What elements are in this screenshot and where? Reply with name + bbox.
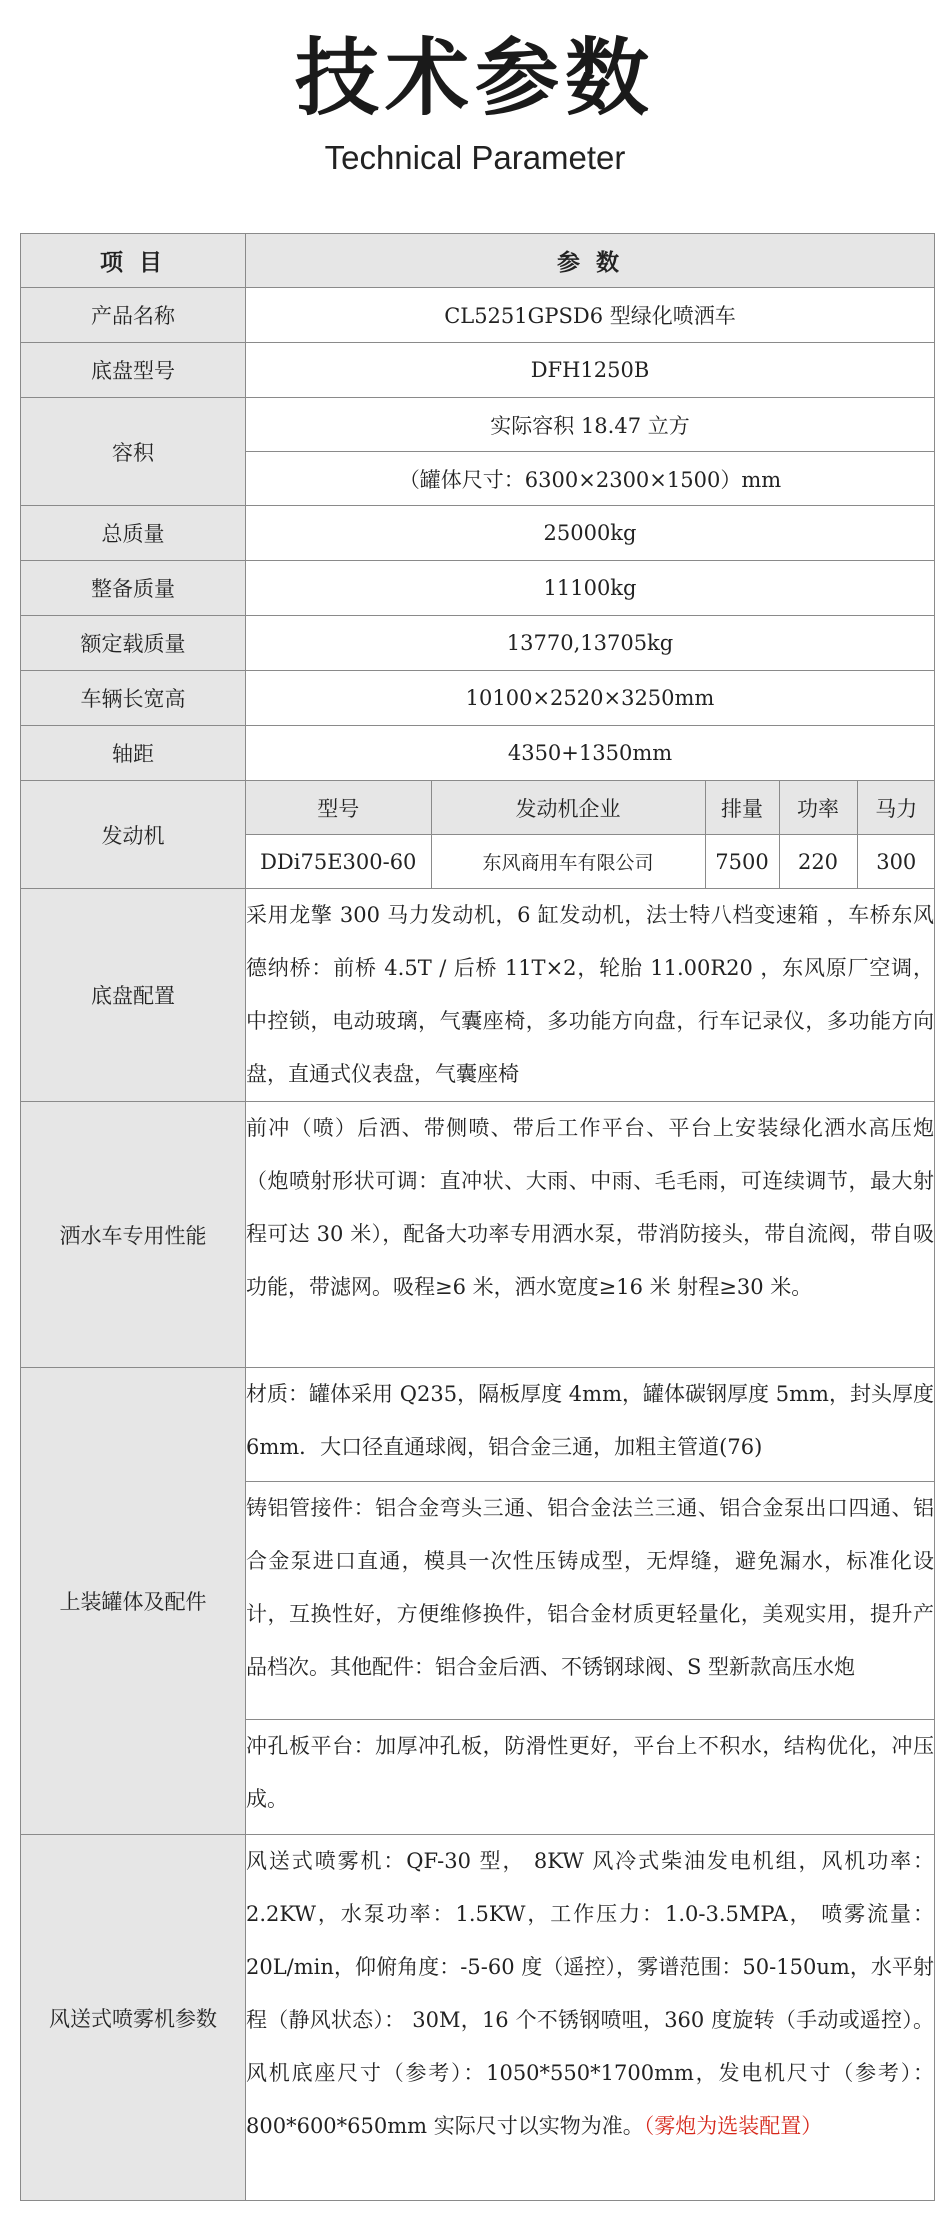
engine-header-power: 功率 <box>779 781 857 835</box>
page-subtitle: Technical Parameter <box>324 139 626 176</box>
table-row <box>21 616 935 671</box>
product-name-value: CL5251GPSD6 型绿化喷洒车 <box>246 288 935 343</box>
engine-cell <box>246 781 935 889</box>
rated-load-value: 13770,13705kg <box>246 616 935 671</box>
chassis-config-value: 采用龙擎 300 马力发动机，6 缸发动机，法士特八档变速箱 ，车桥东风德纳桥：前桥 4.5T / 后桥 11T×2，轮胎 11.00R20 ，东风原厂空调，中控锁，电动玻璃，气囊座椅，多功能方向盘，行车记录仪，多功能方向盘，直通式仪表盘，气囊座椅 <box>246 889 935 1102</box>
engine-header-row <box>246 781 935 835</box>
engine-label: 发动机 <box>21 781 246 889</box>
volume-value-1: 实际容积 18.47 立方 <box>246 398 935 452</box>
tank-value-material: 材质：罐体采用 Q235，隔板厚度 4mm，罐体碳钢厚度 5mm，封头厚度 6mm．大口径直通球阀，铝合金三通，加粗主管道(76) <box>246 1368 935 1482</box>
engine-power: 220 <box>779 835 857 889</box>
page-title: 技术参数 <box>294 29 655 127</box>
table-row <box>21 726 935 781</box>
mist-value-cell <box>246 1835 935 2201</box>
table-row <box>21 1835 935 2201</box>
product-name-label: 产品名称 <box>21 288 246 343</box>
engine-header-horsepower: 马力 <box>857 781 935 835</box>
tank-value-platform: 冲孔板平台：加厚冲孔板，防滑性更好，平台上不积水，结构优化，冲压成。 <box>246 1720 935 1835</box>
chassis-config-label: 底盘配置 <box>21 889 246 1102</box>
table-row <box>21 506 935 561</box>
table-row <box>21 398 935 452</box>
curb-mass-value: 11100kg <box>246 561 935 616</box>
engine-model: DDi75E300-60 <box>246 835 431 889</box>
sprinkler-value: 前冲（喷）后洒、带侧喷、带后工作平台、平台上安装绿化洒水高压炮（炮喷射形状可调：直冲状、大雨、中雨、毛毛雨，可连续调节，最大射程可达 30 米），配备大功率专用洒水泵，带消防接头，带自流阀，带自吸功能，带滤网。吸程≥6 米，洒水宽度≥16 米 射程≥30 米。 <box>246 1102 935 1368</box>
header-item: 项 目 <box>21 234 246 288</box>
mist-label: 风送式喷雾机参数 <box>21 1835 246 2201</box>
engine-header-displacement: 排量 <box>705 781 779 835</box>
mist-note: （雾炮为选装配置） <box>643 2114 823 2138</box>
rated-load-label: 额定载质量 <box>21 616 246 671</box>
table-header-row <box>21 234 935 288</box>
table-row <box>21 288 935 343</box>
engine-header-model: 型号 <box>246 781 431 835</box>
table-row <box>21 1368 935 1482</box>
table-row <box>21 1102 935 1368</box>
chassis-model-label: 底盘型号 <box>21 343 246 398</box>
curb-mass-label: 整备质量 <box>21 561 246 616</box>
engine-table <box>246 781 935 888</box>
dimensions-value: 10100×2520×3250mm <box>246 671 935 726</box>
table-row <box>21 671 935 726</box>
tank-label: 上装罐体及配件 <box>21 1368 246 1835</box>
gross-mass-label: 总质量 <box>21 506 246 561</box>
engine-maker: 东风商用车有限公司 <box>431 835 705 889</box>
engine-value-row <box>246 835 935 889</box>
volume-value-2: （罐体尺寸：6300×2300×1500）mm <box>246 452 935 506</box>
table-row <box>21 343 935 398</box>
spec-table <box>20 233 935 2201</box>
wheelbase-label: 轴距 <box>21 726 246 781</box>
table-row <box>21 889 935 1102</box>
gross-mass-value: 25000kg <box>246 506 935 561</box>
engine-horsepower: 300 <box>857 835 935 889</box>
table-row <box>21 561 935 616</box>
engine-displacement: 7500 <box>705 835 779 889</box>
header-param: 参 数 <box>246 234 935 288</box>
mist-value: 风送式喷雾机：QF-30 型， 8KW 风冷式柴油发电机组，风机功率：2.2KW，水泵功率：1.5KW，工作压力：1.0-3.5MPA， 喷雾流量：20L/min，仰俯角度：-5-60 度（遥控），雾谱范围：50-150um，水平射程（静风状态）： 30M，16 个不锈钢喷咀，360 度旋转（手动或遥控）。风机底座尺寸（参考）：1050*550*1700mm，发电机尺寸（参考）：800*600*650mm 实际尺寸以实物为准。 <box>246 1849 934 2138</box>
table-row <box>21 781 935 889</box>
engine-header-maker: 发动机企业 <box>431 781 705 835</box>
sprinkler-label: 洒水车专用性能 <box>21 1102 246 1368</box>
chassis-model-value: DFH1250B <box>246 343 935 398</box>
dimensions-label: 车辆长宽高 <box>21 671 246 726</box>
wheelbase-value: 4350+1350mm <box>246 726 935 781</box>
tank-value-fittings: 铸铝管接件：铝合金弯头三通、铝合金法兰三通、铝合金泵出口四通、铝合金泵进口直通，模具一次性压铸成型，无焊缝，避免漏水，标准化设计，互换性好，方便维修换件，铝合金材质更轻量化，美观实用，提升产品档次。其他配件：铝合金后洒、不锈钢球阀、S 型新款高压水炮 <box>246 1482 935 1720</box>
volume-label: 容积 <box>21 398 246 506</box>
